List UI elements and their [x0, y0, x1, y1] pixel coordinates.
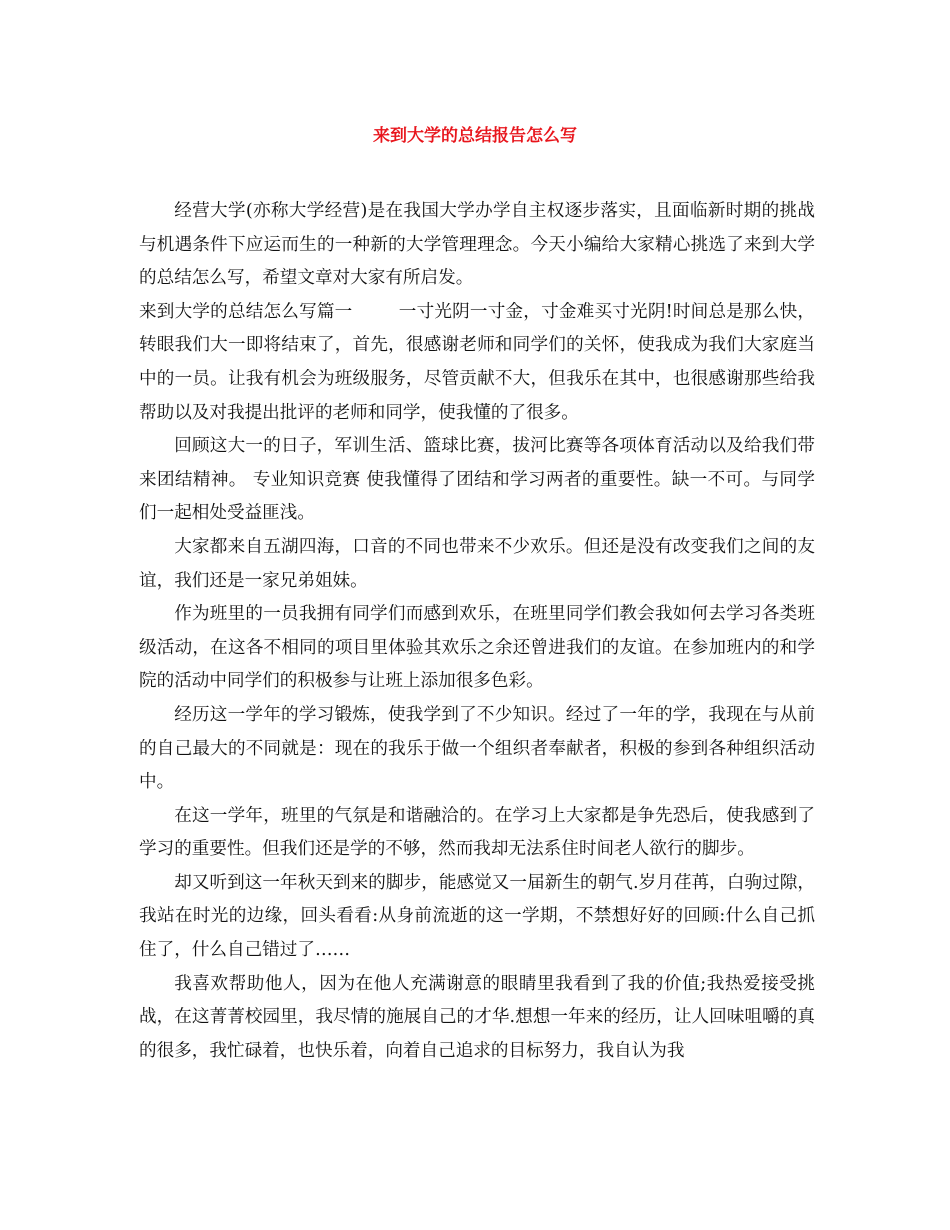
- document-body: [139, 195, 815, 1068]
- intro-paragraph: 经营大学(亦称大学经营)是在我国大学办学自主权逐步落实，且面临新时期的挑战与机遇条件下应运而生的一种新的大学管理理念。今天小编给大家精心挑选了来到大学的总结怎么写，希望文章对大家有所启发。: [139, 201, 815, 289]
- body-paragraph: 大家都来自五湖四海，口音的不同也带来不少欢乐。但还是没有改变我们之间的友谊，我们还是一家兄弟姐妹。: [139, 536, 815, 591]
- section-heading: 来到大学的总结怎么写篇一: [139, 301, 353, 322]
- body-paragraph: 却又听到这一年秋天到来的脚步，能感觉又一届新生的朝气.岁月荏苒，白驹过隙，我站在时光的边缘，回头看看:从身前流逝的这一学期，不禁想好好的回顾:什么自己抓住了，什么自己错过了……: [139, 872, 815, 961]
- document-title: 来到大学的总结报告怎么写: [373, 126, 577, 146]
- body-paragraph: 我喜欢帮助他人，因为在他人充满谢意的眼睛里我看到了我的价值;我热爱接受挑战，在这菁菁校园里，我尽情的施展自己的才华.想想一年来的经历，让人回味咀嚼的真的很多，我忙碌着，也快乐着，向着自己追求的目标努力，我自认为我: [139, 973, 815, 1061]
- body-paragraph: 回顾这大一的日子，军训生活、篮球比赛，拔河比赛等各项体育活动以及给我们带来团结精神。 专业知识竞赛 使我懂得了团结和学习两者的重要性。缺一不可。与同学们一起相处受益匪浅。: [139, 436, 815, 524]
- heading-gap: [352, 302, 398, 322]
- body-paragraph: 经历这一学年的学习锻炼，使我学到了不少知识。经过了一年的学，我现在与从前的自己最大的不同就是：现在的我乐于做一个组织者奉献者，积极的参到各种组织活动中。: [139, 704, 815, 793]
- section-paragraph: [139, 296, 815, 430]
- body-paragraph: 在这一学年，班里的气氛是和谐融洽的。在学习上大家都是争先恐后，使我感到了学习的重要性。但我们还是学的不够，然而我却无法系住时间老人欲行的脚步。: [139, 805, 815, 860]
- section-first-text: 一寸光阴一寸金，寸金难买寸光阴!时间总是那么快，转眼我们大一即将结束了，首先，很感谢老师和同学们的关怀，使我成为我们大家庭当中的一员。让我有机会为班级服务，尽管贡献不大，但我乐在其中，也很感谢那些给我帮助以及对我提出批评的老师和同学，使我懂的了很多。: [139, 301, 815, 423]
- body-paragraph: 作为班里的一员我拥有同学们而感到欢乐，在班里同学们教会我如何去学习各类班级活动，在这各不相同的项目里体验其欢乐之余还曾进我们的友谊。在参加班内的和学院的活动中同学们的积极参与让班上添加很多色彩。: [139, 604, 815, 692]
